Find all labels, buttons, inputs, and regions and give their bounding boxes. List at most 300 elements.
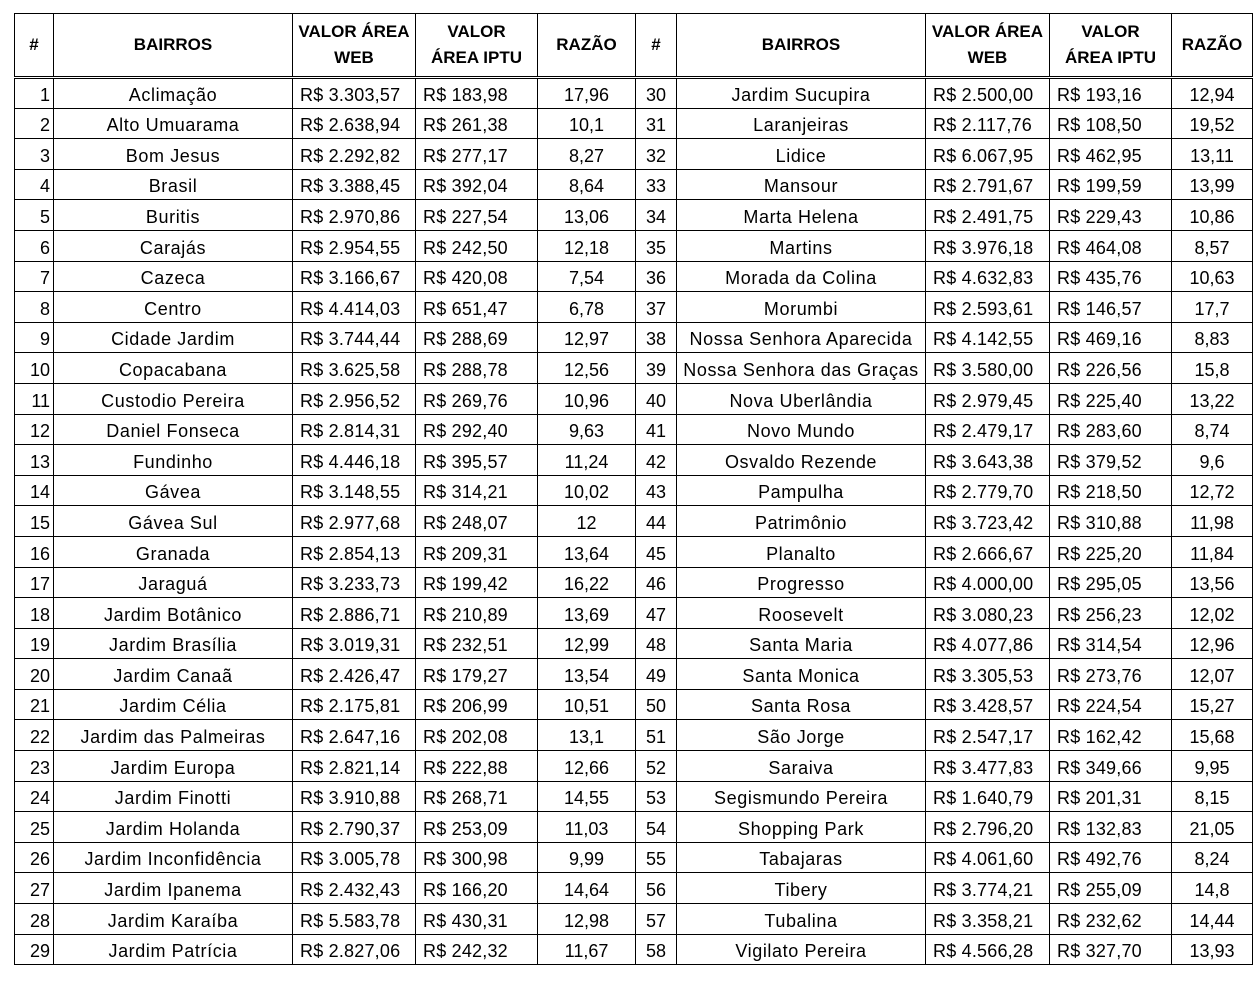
valor-area-iptu-right: R$ 464,08 xyxy=(1050,230,1172,261)
row-number-left: 20 xyxy=(15,659,54,690)
row-number-right: 39 xyxy=(636,353,677,384)
valor-area-iptu-right: R$ 193,16 xyxy=(1050,78,1172,109)
neighborhood-name-left: Jardim Patrícia xyxy=(54,934,293,965)
razao-value-left: 12,98 xyxy=(538,904,636,935)
neighborhood-name-left: Daniel Fonseca xyxy=(54,414,293,445)
valor-area-iptu-left: R$ 227,54 xyxy=(416,200,538,231)
valor-area-iptu-right: R$ 108,50 xyxy=(1050,108,1172,139)
razao-value-left: 12,66 xyxy=(538,751,636,782)
razao-value-left: 11,03 xyxy=(538,812,636,843)
valor-area-iptu-left: R$ 268,71 xyxy=(416,781,538,812)
razao-value-right: 15,68 xyxy=(1172,720,1253,751)
row-number-right: 56 xyxy=(636,873,677,904)
razao-value-left: 10,1 xyxy=(538,108,636,139)
valor-area-web-right: R$ 4.632,83 xyxy=(926,261,1050,292)
valor-area-iptu-left: R$ 277,17 xyxy=(416,139,538,170)
razao-value-left: 10,02 xyxy=(538,475,636,506)
valor-area-web-left: R$ 3.388,45 xyxy=(293,169,416,200)
neighborhood-name-left: Copacabana xyxy=(54,353,293,384)
neighborhood-name-right: Novo Mundo xyxy=(677,414,926,445)
table-row xyxy=(15,934,1253,965)
razao-value-right: 8,74 xyxy=(1172,414,1253,445)
razao-value-right: 14,44 xyxy=(1172,904,1253,935)
row-number-left: 17 xyxy=(15,567,54,598)
valor-area-iptu-left: R$ 210,89 xyxy=(416,598,538,629)
row-number-right: 31 xyxy=(636,108,677,139)
row-number-left: 18 xyxy=(15,598,54,629)
valor-area-iptu-right: R$ 199,59 xyxy=(1050,169,1172,200)
valor-area-iptu-left: R$ 202,08 xyxy=(416,720,538,751)
razao-value-right: 15,27 xyxy=(1172,689,1253,720)
neighborhood-name-left: Granada xyxy=(54,536,293,567)
valor-area-web-left: R$ 2.647,16 xyxy=(293,720,416,751)
valor-area-web-right: R$ 3.477,83 xyxy=(926,751,1050,782)
valor-area-web-left: R$ 3.166,67 xyxy=(293,261,416,292)
neighborhood-name-right: Laranjeiras xyxy=(677,108,926,139)
valor-area-web-left: R$ 2.814,31 xyxy=(293,414,416,445)
row-number-left: 23 xyxy=(15,751,54,782)
neighborhood-name-right: Patrimônio xyxy=(677,506,926,537)
valor-area-web-right: R$ 3.723,42 xyxy=(926,506,1050,537)
valor-area-web-left: R$ 2.432,43 xyxy=(293,873,416,904)
valor-area-web-right: R$ 3.976,18 xyxy=(926,230,1050,261)
razao-value-right: 10,86 xyxy=(1172,200,1253,231)
neighborhood-name-left: Bom Jesus xyxy=(54,139,293,170)
razao-value-left: 9,63 xyxy=(538,414,636,445)
valor-area-iptu-right: R$ 224,54 xyxy=(1050,689,1172,720)
razao-value-left: 10,51 xyxy=(538,689,636,720)
valor-area-iptu-right: R$ 162,42 xyxy=(1050,720,1172,751)
valor-area-iptu-left: R$ 232,51 xyxy=(416,628,538,659)
valor-area-web-right: R$ 4.142,55 xyxy=(926,322,1050,353)
valor-area-iptu-right: R$ 146,57 xyxy=(1050,292,1172,323)
valor-area-iptu-right: R$ 492,76 xyxy=(1050,842,1172,873)
table-body xyxy=(15,78,1253,965)
neighborhood-name-right: Saraiva xyxy=(677,751,926,782)
razao-value-left: 12,99 xyxy=(538,628,636,659)
neighborhood-name-left: Jardim Canaã xyxy=(54,659,293,690)
valor-area-iptu-left: R$ 292,40 xyxy=(416,414,538,445)
razao-value-left: 13,06 xyxy=(538,200,636,231)
valor-area-web-left: R$ 3.910,88 xyxy=(293,781,416,812)
valor-area-iptu-left: R$ 242,50 xyxy=(416,230,538,261)
neighborhood-name-left: Fundinho xyxy=(54,445,293,476)
table-row xyxy=(15,751,1253,782)
valor-area-iptu-right: R$ 435,76 xyxy=(1050,261,1172,292)
valor-area-web-right: R$ 3.305,53 xyxy=(926,659,1050,690)
razao-value-right: 13,11 xyxy=(1172,139,1253,170)
neighborhood-name-left: Jardim Célia xyxy=(54,689,293,720)
valor-area-iptu-left: R$ 420,08 xyxy=(416,261,538,292)
razao-value-right: 9,6 xyxy=(1172,445,1253,476)
neighborhood-name-left: Aclimação xyxy=(54,78,293,109)
table-row xyxy=(15,108,1253,139)
table-row xyxy=(15,353,1253,384)
row-number-left: 10 xyxy=(15,353,54,384)
razao-value-left: 10,96 xyxy=(538,383,636,414)
neighborhood-name-left: Jardim das Palmeiras xyxy=(54,720,293,751)
valor-area-web-left: R$ 3.148,55 xyxy=(293,475,416,506)
neighborhood-name-right: Martins xyxy=(677,230,926,261)
row-number-right: 43 xyxy=(636,475,677,506)
valor-area-web-left: R$ 2.638,94 xyxy=(293,108,416,139)
row-number-right: 54 xyxy=(636,812,677,843)
valor-area-web-right: R$ 1.640,79 xyxy=(926,781,1050,812)
row-number-right: 42 xyxy=(636,445,677,476)
valor-area-iptu-right: R$ 469,16 xyxy=(1050,322,1172,353)
valor-area-iptu-right: R$ 327,70 xyxy=(1050,934,1172,965)
valor-area-web-right: R$ 2.593,61 xyxy=(926,292,1050,323)
table-row xyxy=(15,200,1253,231)
neighborhood-name-left: Centro xyxy=(54,292,293,323)
row-number-right: 46 xyxy=(636,567,677,598)
neighborhood-name-right: Nossa Senhora Aparecida xyxy=(677,322,926,353)
neighborhood-name-left: Gávea Sul xyxy=(54,506,293,537)
neighborhood-name-right: São Jorge xyxy=(677,720,926,751)
razao-value-right: 12,02 xyxy=(1172,598,1253,629)
neighborhood-name-right: Santa Maria xyxy=(677,628,926,659)
valor-area-iptu-left: R$ 395,57 xyxy=(416,445,538,476)
table-row xyxy=(15,261,1253,292)
neighborhood-name-right: Roosevelt xyxy=(677,598,926,629)
row-number-left: 21 xyxy=(15,689,54,720)
neighborhood-name-left: Buritis xyxy=(54,200,293,231)
neighborhood-name-right: Planalto xyxy=(677,536,926,567)
razao-value-right: 8,15 xyxy=(1172,781,1253,812)
row-number-left: 3 xyxy=(15,139,54,170)
valor-area-iptu-right: R$ 255,09 xyxy=(1050,873,1172,904)
neighborhood-name-right: Tibery xyxy=(677,873,926,904)
neighborhood-name-right: Pampulha xyxy=(677,475,926,506)
valor-area-iptu-right: R$ 349,66 xyxy=(1050,751,1172,782)
row-number-right: 34 xyxy=(636,200,677,231)
razao-value-left: 13,54 xyxy=(538,659,636,690)
neighborhood-name-left: Jardim Inconfidência xyxy=(54,842,293,873)
valor-area-web-left: R$ 3.625,58 xyxy=(293,353,416,384)
razao-value-right: 13,99 xyxy=(1172,169,1253,200)
neighborhood-name-left: Brasil xyxy=(54,169,293,200)
razao-value-left: 11,67 xyxy=(538,934,636,965)
razao-value-right: 15,8 xyxy=(1172,353,1253,384)
valor-area-web-left: R$ 3.019,31 xyxy=(293,628,416,659)
valor-area-web-right: R$ 2.500,00 xyxy=(926,78,1050,109)
valor-area-web-right: R$ 4.061,60 xyxy=(926,842,1050,873)
neighborhood-name-left: Jardim Europa xyxy=(54,751,293,782)
row-number-left: 19 xyxy=(15,628,54,659)
row-number-right: 45 xyxy=(636,536,677,567)
razao-value-left: 12,97 xyxy=(538,322,636,353)
header-razao-left: RAZÃO xyxy=(538,14,636,78)
neighborhood-name-left: Jaraguá xyxy=(54,567,293,598)
table-row xyxy=(15,536,1253,567)
valor-area-iptu-left: R$ 288,69 xyxy=(416,322,538,353)
row-number-right: 53 xyxy=(636,781,677,812)
razao-value-left: 14,55 xyxy=(538,781,636,812)
row-number-right: 41 xyxy=(636,414,677,445)
neighborhood-value-table xyxy=(14,13,1253,965)
neighborhood-name-right: Osvaldo Rezende xyxy=(677,445,926,476)
row-number-left: 22 xyxy=(15,720,54,751)
valor-area-web-left: R$ 3.744,44 xyxy=(293,322,416,353)
neighborhood-name-left: Jardim Brasília xyxy=(54,628,293,659)
valor-area-web-right: R$ 2.791,67 xyxy=(926,169,1050,200)
table-row xyxy=(15,689,1253,720)
row-number-left: 2 xyxy=(15,108,54,139)
row-number-right: 38 xyxy=(636,322,677,353)
razao-value-right: 11,84 xyxy=(1172,536,1253,567)
valor-area-web-right: R$ 2.547,17 xyxy=(926,720,1050,751)
razao-value-left: 8,27 xyxy=(538,139,636,170)
razao-value-left: 16,22 xyxy=(538,567,636,598)
razao-value-right: 13,93 xyxy=(1172,934,1253,965)
header-num-right: # xyxy=(636,14,677,78)
valor-area-web-left: R$ 3.233,73 xyxy=(293,567,416,598)
table-row xyxy=(15,720,1253,751)
valor-area-web-left: R$ 2.292,82 xyxy=(293,139,416,170)
valor-area-iptu-right: R$ 273,76 xyxy=(1050,659,1172,690)
table-row xyxy=(15,842,1253,873)
neighborhood-name-right: Segismundo Pereira xyxy=(677,781,926,812)
header-razao-right: RAZÃO xyxy=(1172,14,1253,78)
table-row xyxy=(15,139,1253,170)
valor-area-web-right: R$ 6.067,95 xyxy=(926,139,1050,170)
valor-area-iptu-right: R$ 225,20 xyxy=(1050,536,1172,567)
row-number-right: 44 xyxy=(636,506,677,537)
razao-value-right: 14,8 xyxy=(1172,873,1253,904)
row-number-right: 32 xyxy=(636,139,677,170)
row-number-right: 50 xyxy=(636,689,677,720)
header-bairros-left: BAIRROS xyxy=(54,14,293,78)
neighborhood-name-right: Santa Monica xyxy=(677,659,926,690)
neighborhood-name-left: Jardim Finotti xyxy=(54,781,293,812)
neighborhood-name-right: Vigilato Pereira xyxy=(677,934,926,965)
valor-area-web-right: R$ 2.979,45 xyxy=(926,383,1050,414)
valor-area-web-left: R$ 2.426,47 xyxy=(293,659,416,690)
valor-area-iptu-right: R$ 310,88 xyxy=(1050,506,1172,537)
valor-area-iptu-left: R$ 166,20 xyxy=(416,873,538,904)
table-row xyxy=(15,292,1253,323)
row-number-left: 12 xyxy=(15,414,54,445)
neighborhood-name-right: Morumbi xyxy=(677,292,926,323)
valor-area-iptu-left: R$ 430,31 xyxy=(416,904,538,935)
valor-area-web-right: R$ 2.479,17 xyxy=(926,414,1050,445)
table-row xyxy=(15,567,1253,598)
row-number-left: 14 xyxy=(15,475,54,506)
table-row xyxy=(15,904,1253,935)
valor-area-iptu-left: R$ 209,31 xyxy=(416,536,538,567)
razao-value-right: 9,95 xyxy=(1172,751,1253,782)
razao-value-left: 12,56 xyxy=(538,353,636,384)
valor-area-web-left: R$ 3.005,78 xyxy=(293,842,416,873)
valor-area-iptu-left: R$ 392,04 xyxy=(416,169,538,200)
row-number-right: 37 xyxy=(636,292,677,323)
valor-area-iptu-right: R$ 226,56 xyxy=(1050,353,1172,384)
neighborhood-name-left: Jardim Karaíba xyxy=(54,904,293,935)
razao-value-right: 12,96 xyxy=(1172,628,1253,659)
table-row xyxy=(15,598,1253,629)
row-number-right: 58 xyxy=(636,934,677,965)
table-row xyxy=(15,322,1253,353)
row-number-right: 35 xyxy=(636,230,677,261)
valor-area-iptu-left: R$ 242,32 xyxy=(416,934,538,965)
row-number-left: 26 xyxy=(15,842,54,873)
valor-area-web-right: R$ 4.000,00 xyxy=(926,567,1050,598)
razao-value-left: 6,78 xyxy=(538,292,636,323)
header-valor-iptu-right: VALOR ÁREA IPTU xyxy=(1050,14,1172,78)
table-row xyxy=(15,78,1253,109)
valor-area-iptu-left: R$ 183,98 xyxy=(416,78,538,109)
table-row xyxy=(15,445,1253,476)
razao-value-right: 12,72 xyxy=(1172,475,1253,506)
table-row xyxy=(15,812,1253,843)
razao-value-right: 8,83 xyxy=(1172,322,1253,353)
razao-value-right: 10,63 xyxy=(1172,261,1253,292)
razao-value-right: 13,56 xyxy=(1172,567,1253,598)
neighborhood-name-right: Nossa Senhora das Graças xyxy=(677,353,926,384)
table-row xyxy=(15,230,1253,261)
row-number-left: 11 xyxy=(15,383,54,414)
neighborhood-name-right: Marta Helena xyxy=(677,200,926,231)
row-number-left: 9 xyxy=(15,322,54,353)
neighborhood-name-right: Tubalina xyxy=(677,904,926,935)
row-number-left: 24 xyxy=(15,781,54,812)
razao-value-left: 9,99 xyxy=(538,842,636,873)
valor-area-web-left: R$ 2.970,86 xyxy=(293,200,416,231)
table-row xyxy=(15,475,1253,506)
neighborhood-name-right: Shopping Park xyxy=(677,812,926,843)
row-number-left: 1 xyxy=(15,78,54,109)
row-number-left: 15 xyxy=(15,506,54,537)
valor-area-iptu-left: R$ 300,98 xyxy=(416,842,538,873)
row-number-left: 4 xyxy=(15,169,54,200)
razao-value-left: 12 xyxy=(538,506,636,537)
valor-area-iptu-right: R$ 462,95 xyxy=(1050,139,1172,170)
row-number-left: 16 xyxy=(15,536,54,567)
valor-area-iptu-left: R$ 269,76 xyxy=(416,383,538,414)
valor-area-iptu-right: R$ 218,50 xyxy=(1050,475,1172,506)
row-number-left: 7 xyxy=(15,261,54,292)
header-num-left: # xyxy=(15,14,54,78)
razao-value-right: 12,07 xyxy=(1172,659,1253,690)
valor-area-web-right: R$ 2.666,67 xyxy=(926,536,1050,567)
valor-area-web-left: R$ 2.821,14 xyxy=(293,751,416,782)
row-number-right: 49 xyxy=(636,659,677,690)
valor-area-iptu-left: R$ 288,78 xyxy=(416,353,538,384)
razao-value-left: 13,1 xyxy=(538,720,636,751)
valor-area-iptu-right: R$ 229,43 xyxy=(1050,200,1172,231)
neighborhood-name-right: Progresso xyxy=(677,567,926,598)
valor-area-web-right: R$ 2.779,70 xyxy=(926,475,1050,506)
header-valor-web-left: VALOR ÁREA WEB xyxy=(293,14,416,78)
neighborhood-name-left: Jardim Ipanema xyxy=(54,873,293,904)
row-number-right: 33 xyxy=(636,169,677,200)
valor-area-iptu-left: R$ 261,38 xyxy=(416,108,538,139)
table-row xyxy=(15,414,1253,445)
valor-area-web-left: R$ 2.954,55 xyxy=(293,230,416,261)
valor-area-web-left: R$ 2.886,71 xyxy=(293,598,416,629)
valor-area-web-right: R$ 4.077,86 xyxy=(926,628,1050,659)
razao-value-left: 17,96 xyxy=(538,78,636,109)
valor-area-web-right: R$ 3.428,57 xyxy=(926,689,1050,720)
row-number-right: 51 xyxy=(636,720,677,751)
valor-area-web-right: R$ 2.796,20 xyxy=(926,812,1050,843)
razao-value-right: 21,05 xyxy=(1172,812,1253,843)
row-number-right: 36 xyxy=(636,261,677,292)
neighborhood-name-right: Tabajaras xyxy=(677,842,926,873)
valor-area-iptu-left: R$ 248,07 xyxy=(416,506,538,537)
row-number-left: 28 xyxy=(15,904,54,935)
row-number-left: 6 xyxy=(15,230,54,261)
valor-area-web-left: R$ 4.414,03 xyxy=(293,292,416,323)
razao-value-right: 8,57 xyxy=(1172,230,1253,261)
neighborhood-name-left: Carajás xyxy=(54,230,293,261)
table-row xyxy=(15,659,1253,690)
valor-area-iptu-left: R$ 222,88 xyxy=(416,751,538,782)
valor-area-iptu-right: R$ 232,62 xyxy=(1050,904,1172,935)
valor-area-web-left: R$ 2.175,81 xyxy=(293,689,416,720)
valor-area-web-left: R$ 3.303,57 xyxy=(293,78,416,109)
table-row xyxy=(15,781,1253,812)
valor-area-iptu-right: R$ 314,54 xyxy=(1050,628,1172,659)
valor-area-iptu-left: R$ 179,27 xyxy=(416,659,538,690)
neighborhood-name-left: Custodio Pereira xyxy=(54,383,293,414)
valor-area-web-left: R$ 2.854,13 xyxy=(293,536,416,567)
razao-value-right: 12,94 xyxy=(1172,78,1253,109)
header-valor-web-right: VALOR ÁREA WEB xyxy=(926,14,1050,78)
valor-area-iptu-right: R$ 295,05 xyxy=(1050,567,1172,598)
valor-area-web-right: R$ 3.643,38 xyxy=(926,445,1050,476)
table-row xyxy=(15,506,1253,537)
valor-area-web-left: R$ 2.827,06 xyxy=(293,934,416,965)
valor-area-iptu-left: R$ 199,42 xyxy=(416,567,538,598)
header-bairros-right: BAIRROS xyxy=(677,14,926,78)
razao-value-right: 11,98 xyxy=(1172,506,1253,537)
valor-area-web-right: R$ 3.358,21 xyxy=(926,904,1050,935)
row-number-right: 47 xyxy=(636,598,677,629)
razao-value-right: 13,22 xyxy=(1172,383,1253,414)
valor-area-web-right: R$ 3.580,00 xyxy=(926,353,1050,384)
row-number-right: 57 xyxy=(636,904,677,935)
neighborhood-name-left: Alto Umuarama xyxy=(54,108,293,139)
table-row xyxy=(15,383,1253,414)
valor-area-iptu-left: R$ 651,47 xyxy=(416,292,538,323)
valor-area-web-right: R$ 2.491,75 xyxy=(926,200,1050,231)
valor-area-web-right: R$ 3.080,23 xyxy=(926,598,1050,629)
valor-area-iptu-right: R$ 201,31 xyxy=(1050,781,1172,812)
valor-area-web-right: R$ 4.566,28 xyxy=(926,934,1050,965)
header-row xyxy=(15,14,1253,78)
valor-area-iptu-right: R$ 225,40 xyxy=(1050,383,1172,414)
valor-area-iptu-right: R$ 132,83 xyxy=(1050,812,1172,843)
row-number-left: 27 xyxy=(15,873,54,904)
razao-value-left: 13,64 xyxy=(538,536,636,567)
neighborhood-name-right: Nova Uberlândia xyxy=(677,383,926,414)
valor-area-iptu-left: R$ 314,21 xyxy=(416,475,538,506)
header-valor-iptu-left: VALOR ÁREA IPTU xyxy=(416,14,538,78)
valor-area-iptu-left: R$ 206,99 xyxy=(416,689,538,720)
valor-area-web-right: R$ 2.117,76 xyxy=(926,108,1050,139)
neighborhood-name-right: Morada da Colina xyxy=(677,261,926,292)
row-number-right: 40 xyxy=(636,383,677,414)
razao-value-left: 13,69 xyxy=(538,598,636,629)
neighborhood-name-right: Jardim Sucupira xyxy=(677,78,926,109)
valor-area-iptu-right: R$ 256,23 xyxy=(1050,598,1172,629)
row-number-left: 29 xyxy=(15,934,54,965)
razao-value-left: 11,24 xyxy=(538,445,636,476)
neighborhood-name-left: Cazeca xyxy=(54,261,293,292)
valor-area-iptu-right: R$ 379,52 xyxy=(1050,445,1172,476)
valor-area-web-left: R$ 2.977,68 xyxy=(293,506,416,537)
